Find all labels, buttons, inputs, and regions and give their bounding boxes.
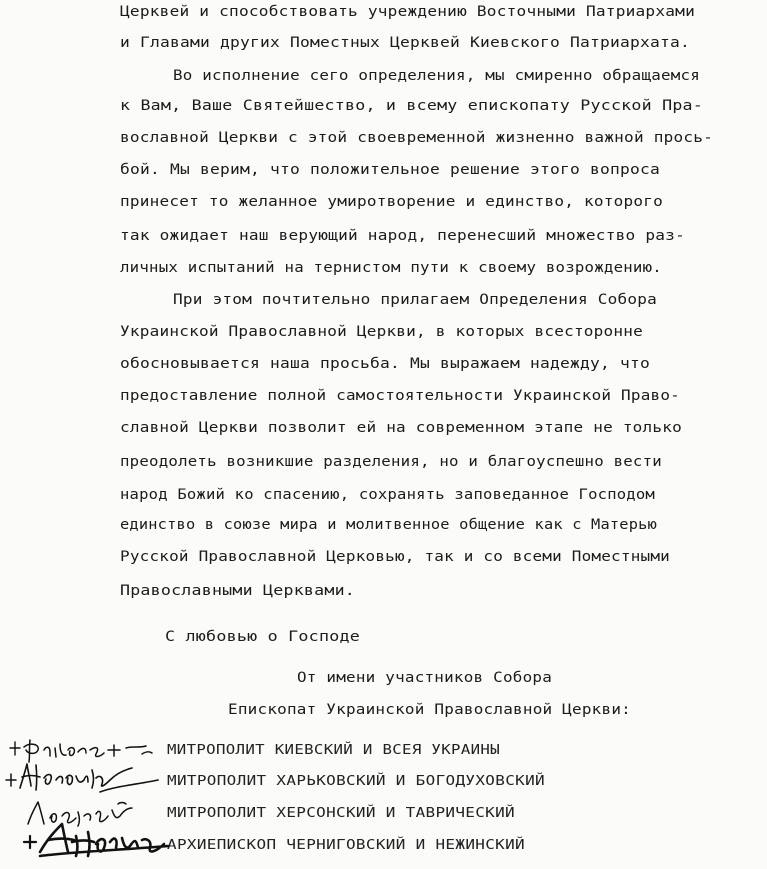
text-line: так ожидает наш верующий народ, перенесший множество раз- <box>120 228 685 244</box>
text-line: славной Церкви позволит ей на современном этапе не только <box>120 420 682 436</box>
text-line: к Вам, Ваше Святейшество, и всему епископату Русской Пра- <box>120 98 704 114</box>
signatory-title: МИТРОПОЛИТ ХАРЬКОВСКИЙ И БОГОДУХОВСКИЙ <box>167 773 546 789</box>
text-line: обосновывается наша просьба. Мы выражаем надежду, что <box>120 356 650 372</box>
text-line: народ Божий ко спасению, сохранять заповеданное Господом <box>120 487 655 503</box>
signatory-title: АРХИЕПИСКОП ЧЕРНИГОВСКИЙ И НЕЖИНСКИЙ <box>167 837 525 853</box>
text-line: Православными Церквами. <box>120 583 356 599</box>
signatory-title: МИТРОПОЛИТ КИЕВСКИЙ И ВСЕЯ УКРАИНЫ <box>167 742 500 758</box>
text-line: предоставление полной самостоятельности Украинской Право- <box>120 388 681 404</box>
signature-antoniy <box>24 824 168 856</box>
text-line: вославной Церкви с этой своевременной жизненно важной прось- <box>120 130 714 146</box>
signature-nikodim <box>6 764 158 792</box>
text-line: Во исполнение сего определения, мы смиренно обращаемся <box>173 68 701 84</box>
text-line: бой. Мы верим, что положительное решение этого вопроса <box>120 162 660 178</box>
text-line: Русской Православной Церковью, так и со всеми Поместными <box>120 549 670 565</box>
text-line: При этом почтительно прилагаем Определения Собора <box>173 292 657 308</box>
text-line: преодолеть возникшие разделения, но и благоуспешно вести <box>120 454 662 470</box>
text-line: Украинской Православной Церкви, в которых всесторонне <box>120 324 644 340</box>
text-line: Церквей и способствовать учреждению Восточными Патриархами <box>120 4 696 20</box>
closing-salutation: С любовью о Господе <box>165 629 361 645</box>
signatory-title: МИТРОПОЛИТ ХЕРСОНСКИЙ И ТАВРИЧЕСКИЙ <box>167 805 516 821</box>
text-line: личных испытаний на тернистом пути к своему возрождению. <box>120 260 662 276</box>
on-behalf-line: От имени участников Собора <box>297 670 553 686</box>
signature-leontiy <box>28 802 132 826</box>
handwritten-signatures <box>0 720 180 869</box>
episcopate-line: Епископат Украинской Православной Церкви: <box>228 702 631 718</box>
text-line: единство в союзе мира и молитвенное общение как с Матерью <box>120 517 657 533</box>
signature-filaret <box>10 740 152 762</box>
text-line: и Главами других Поместных Церквей Киевского Патриархата. <box>120 35 690 51</box>
text-line: принесет то желанное умиротворение и единство, которого <box>120 194 664 210</box>
